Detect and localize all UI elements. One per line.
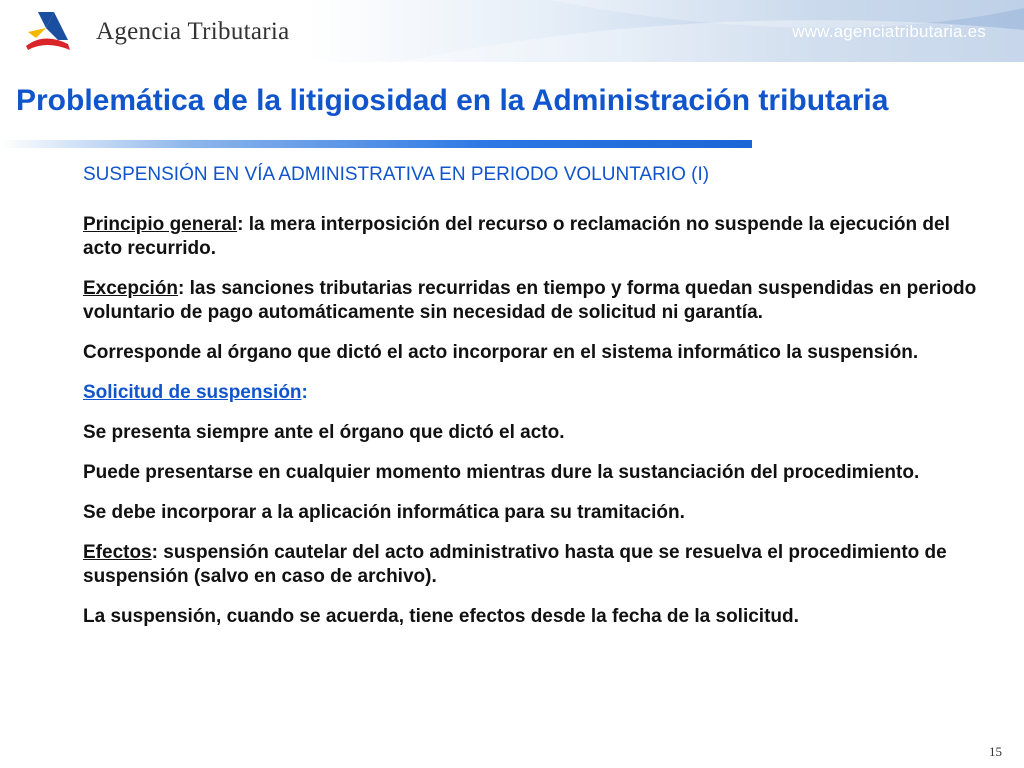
paragraph-puede-presentarse: Puede presentarse en cualquier momento mientras dure la sustanciación del procedimiento. (83, 462, 920, 483)
paragraph-corresponde: Corresponde al órgano que dictó el acto incorporar en el sistema informático la suspensión. (83, 342, 919, 363)
paragraph-la-suspension: La suspensión, cuando se acuerda, tiene efectos desde la fecha de la solicitud. (83, 606, 799, 627)
website-url[interactable]: www.agenciatributaria.es (792, 22, 986, 41)
text-principio-general: : la mera interposición del recurso o reclamación no suspende la ejecución del acto recurrido. (83, 214, 950, 259)
slide-content (83, 213, 983, 645)
title-underline-bar (0, 140, 752, 148)
page-number: 15 (989, 744, 1002, 759)
section-subtitle: SUSPENSIÓN EN VÍA ADMINISTRATIVA EN PERIODO VOLUNTARIO (I) (83, 164, 710, 185)
paragraph-principio-general (83, 213, 983, 261)
paragraph-excepcion (83, 277, 983, 325)
agencia-tributaria-logo-icon (24, 10, 76, 52)
text-excepcion: : las sanciones tributarias recurridas en tiempo y forma quedan suspendidas en periodo voluntario de pago automáticamente sin necesidad de solicitud ni garantía. (83, 278, 977, 323)
brand-name: Agencia Tributaria (96, 18, 290, 45)
header-banner (0, 0, 1024, 62)
text-efectos: : suspensión cautelar del acto administrativo hasta que se resuelva el procedimiento de suspensión (salvo en caso de archivo). (83, 542, 947, 587)
page-title: Problemática de la litigiosidad en la Administración tributaria (16, 84, 889, 117)
paragraph-se-presenta: Se presenta siempre ante el órgano que dictó el acto. (83, 422, 565, 443)
paragraph-se-debe-incorporar: Se debe incorporar a la aplicación informática para su tramitación. (83, 502, 685, 523)
link-solicitud-de-suspension[interactable]: Solicitud de suspensión (83, 382, 302, 403)
label-principio-general: Principio general (83, 214, 238, 235)
solicitud-colon: : (301, 382, 308, 403)
paragraph-efectos (83, 541, 983, 589)
paragraph-solicitud (83, 381, 983, 405)
label-efectos: Efectos (83, 542, 152, 563)
label-excepcion: Excepción (83, 278, 179, 299)
